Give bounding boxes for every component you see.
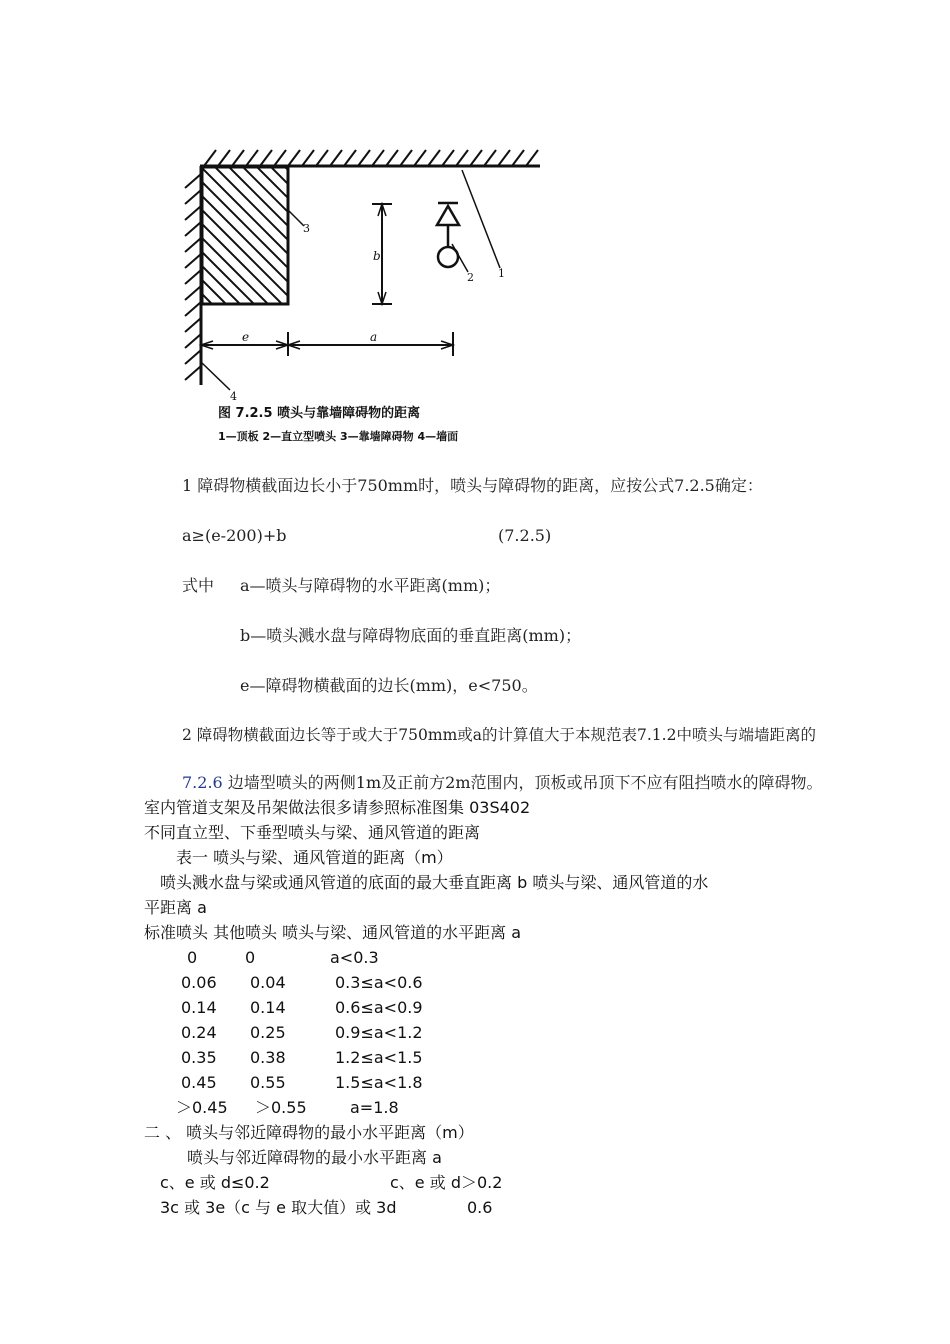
table2-header: 喷头与邻近障碍物的最小水平距离 a	[187, 1148, 442, 1167]
table1-cell: 0.9≤a<1.2	[335, 1023, 423, 1042]
table1-cell: 0	[245, 948, 256, 967]
table1-cell: 1.5≤a<1.8	[335, 1073, 423, 1092]
dim-b-label: b	[373, 249, 381, 263]
clause-text: 边墙型喷头的两侧1m及正前方2m范围内，顶板或吊顶下不应有阻挡喷水的障碍物。	[222, 773, 823, 792]
ceiling-hatch	[204, 150, 538, 166]
table1-cell: 0.14	[181, 998, 217, 1017]
table1-cell: 0.3≤a<0.6	[335, 973, 423, 992]
table1-cell: 0.55	[250, 1073, 286, 1092]
table1-header-3: 标准喷头 其他喷头 喷头与梁、通风管道的水平距离 a	[144, 923, 522, 942]
table1-cell: 0.04	[250, 973, 286, 992]
table1-cell: 0.25	[250, 1023, 286, 1042]
paragraph-2: 2 障碍物横截面边长等于或大于750mm或a的计算值大于本规范表7.1.2中喷头与端墙距离的	[182, 726, 816, 744]
table1-cell: ＞0.45	[176, 1098, 228, 1117]
dim-e-label: e	[242, 330, 250, 344]
formula: a≥(e-200)+b	[182, 526, 287, 545]
table1-title: 表一 喷头与梁、通风管道的距离（m）	[176, 848, 453, 867]
label-4: 4	[230, 390, 237, 403]
clause-number: 7.2.6	[182, 773, 223, 792]
wall-hatch	[185, 174, 201, 380]
formula-number: (7.2.5)	[498, 526, 552, 545]
table1-header-1: 喷头溅水盘与梁或通风管道的底面的最大垂直距离 b 喷头与梁、通风管道的水	[160, 873, 709, 892]
note-line-1: 室内管道支架及吊架做法很多请参照标准图集 03S402	[144, 798, 531, 817]
where-label: 式中	[182, 576, 215, 595]
note-line-2: 不同直立型、下垂型喷头与梁、通风管道的距离	[144, 823, 481, 842]
table1-cell: a<0.3	[330, 948, 379, 967]
clause-7-2-6	[182, 775, 823, 791]
table1-cell: 1.2≤a<1.5	[335, 1048, 423, 1067]
table1-cell: 0.38	[250, 1048, 286, 1067]
definition-e: e—障碍物横截面的边长(mm)，e<750。	[240, 676, 538, 695]
dim-a-label: a	[370, 330, 378, 344]
label-2: 2	[467, 271, 474, 284]
section-2-title: 二 、 喷头与邻近障碍物的最小水平距离（m）	[144, 1123, 474, 1142]
figure-caption: 图 7.2.5 喷头与靠墙障碍物的距离	[218, 406, 421, 421]
table1-cell: a=1.8	[350, 1098, 399, 1117]
definition-a: a—喷头与障碍物的水平距离(mm)；	[240, 576, 501, 595]
table2-value-1: 3c 或 3e（c 与 e 取大值）或 3d	[160, 1198, 397, 1217]
paragraph-1: 1 障碍物横截面边长小于750mm时，喷头与障碍物的距离，应按公式7.2.5确定：	[182, 476, 763, 495]
label-3: 3	[303, 222, 310, 235]
sprinkler-icon	[437, 203, 459, 267]
definition-b: b—喷头溅水盘与障碍物底面的垂直距离(mm)；	[240, 626, 582, 645]
label-1: 1	[498, 267, 505, 280]
table1-cell: 0.6≤a<0.9	[335, 998, 423, 1017]
table1-header-2: 平距离 a	[144, 898, 207, 917]
figure-7-2-5	[170, 140, 550, 450]
table1-cell: 0.35	[181, 1048, 217, 1067]
table2-col-1: c、e 或 d≤0.2	[160, 1173, 270, 1192]
table1-cell: 0.06	[181, 973, 217, 992]
table1-cell: 0	[187, 948, 198, 967]
table2-value-2: 0.6	[467, 1198, 493, 1217]
table1-cell: ＞0.55	[255, 1098, 307, 1117]
table1-cell: 0.45	[181, 1073, 217, 1092]
table1-cell: 0.14	[250, 998, 286, 1017]
figure-legend: 1—顶板 2—直立型喷头 3—靠墙障碍物 4—墙面	[218, 430, 459, 443]
table2-col-2: c、e 或 d＞0.2	[390, 1173, 503, 1192]
table1-cell: 0.24	[181, 1023, 217, 1042]
